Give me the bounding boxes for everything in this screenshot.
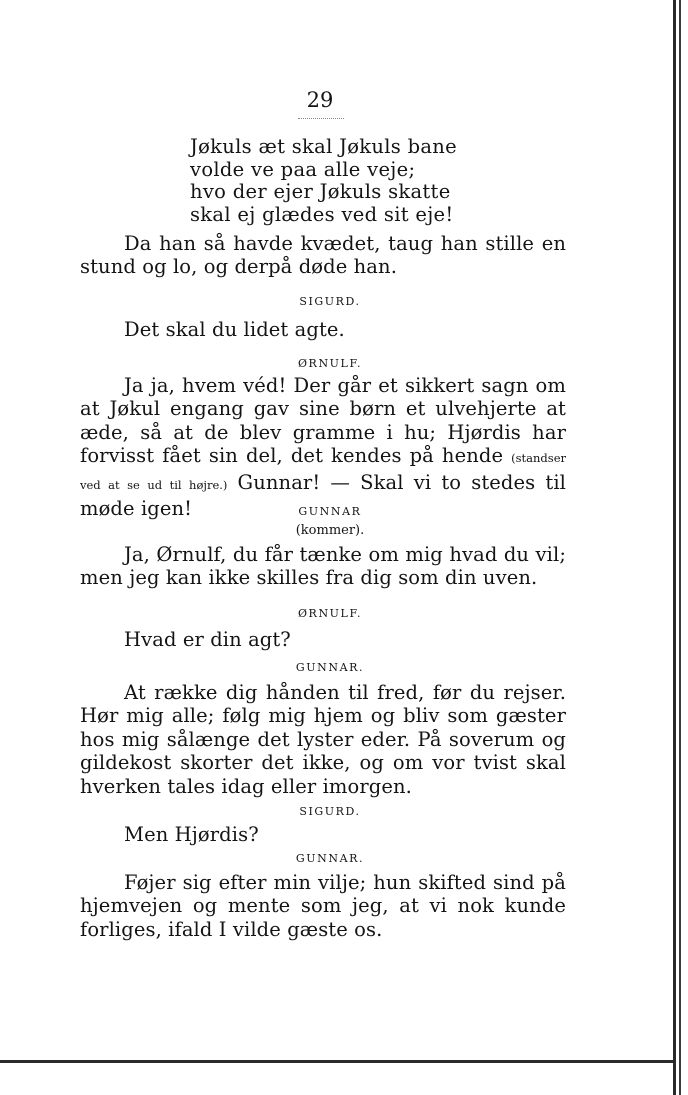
verse-line: volde ve paa alle veje; xyxy=(190,157,416,181)
speaker-label-ornulf: ØRNULF. xyxy=(297,357,363,370)
speaker-label-sigurd: SIGURD. xyxy=(299,295,361,308)
stage-direction: (kommer). xyxy=(295,523,365,538)
speaker-label-sigurd: SIGURD. xyxy=(299,805,361,818)
paragraph-text: Men Hjørdis? xyxy=(124,823,259,846)
paragraph-gunnar xyxy=(80,681,566,798)
verse-line: hvo der ejer Jøkuls skatte xyxy=(190,180,451,204)
paragraph-text: Ja, Ørnulf, du får tænke om mig hvad du vil; men jeg kan ikke skilles fra dig som din uven. xyxy=(80,543,566,590)
paragraph-narration xyxy=(80,232,566,279)
paragraph-text: Ja ja, hvem véd! Der går et sikkert sagn om at Jøkul engang gav sine børn et ulvehjerte at æde, så at de blev gramme i hu; Hjørdis har forvisst fået sin del, det kendes på hende xyxy=(80,374,566,468)
verse-line: skal ej glædes ved sit eje! xyxy=(190,202,454,226)
paragraph-text: Hvad er din agt? xyxy=(124,628,291,651)
speaker-label-ornulf: ØRNULF. xyxy=(297,607,363,620)
page-edge-bottom xyxy=(0,1060,676,1063)
paragraph-text: At række dig hånden til fred, før du rejser. Hør mig alle; følg mig hjem og bliv som gæster hos mig sålænge det lyster eder. På soverum og gildekost skorter det ikke, og om vor tvist skal hverken tales idag eller imorgen. xyxy=(80,681,566,798)
paragraph-sigurd xyxy=(80,318,566,341)
verse-line: Jøkuls æt skal Jøkuls bane xyxy=(190,135,458,158)
paragraph-text: Da han så havde kvædet, taug han stille en stund og lo, og derpå døde han. xyxy=(80,232,566,279)
speaker-label-gunnar: GUNNAR. xyxy=(295,852,365,865)
paragraph-text: Gunnar! — Skal vi to stedes til møde igen! xyxy=(80,470,566,521)
paragraph-text: Det skal du lidet agte. xyxy=(124,318,345,341)
paragraph-gunnar xyxy=(80,543,566,590)
speaker-label-gunnar: GUNNAR xyxy=(298,505,362,518)
page-edge-right xyxy=(673,0,676,1095)
page-number: 29 xyxy=(306,88,334,112)
paragraph-text: Føjer sig efter min vilje; hun skifted sind på hjemvejen og mente som jeg, at vi nok kunde forliges, ifald I vilde gæste os. xyxy=(80,871,566,941)
paragraph-gunnar xyxy=(80,871,566,941)
page-number-rule xyxy=(298,118,344,119)
verse-stanza xyxy=(190,136,457,226)
paragraph-sigurd xyxy=(80,823,566,846)
page-edge-right-outer xyxy=(679,0,681,1095)
speaker-label-gunnar: GUNNAR. xyxy=(295,661,365,674)
paragraph-ornulf xyxy=(80,374,566,520)
stage-direction: (standser ved at se ud til højre.) xyxy=(80,451,566,492)
paragraph-ornulf xyxy=(80,628,566,651)
